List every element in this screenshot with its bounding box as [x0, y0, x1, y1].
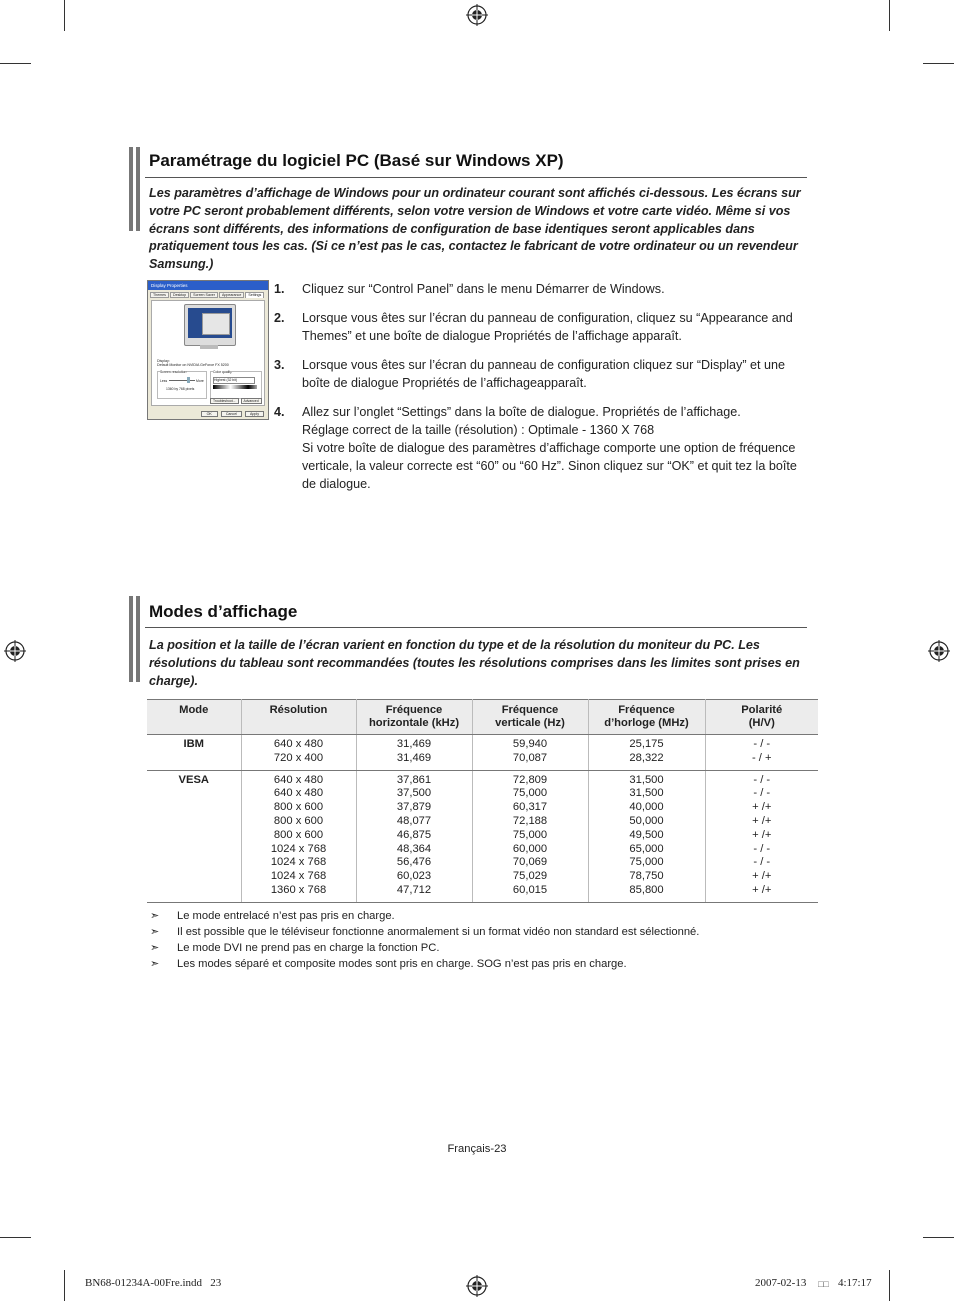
section-rule	[145, 177, 807, 178]
header-clock: Fréquence d’horloge (MHz)	[588, 700, 705, 735]
page-number: Français-23	[447, 1143, 507, 1155]
display-label: Display:	[157, 359, 170, 363]
monitor-icon	[184, 304, 236, 346]
crop-mark	[0, 63, 31, 64]
crop-mark	[64, 1270, 65, 1301]
more-label: More	[196, 379, 204, 383]
crop-mark	[923, 1237, 954, 1238]
slug-time: 4:17:17	[838, 1277, 872, 1289]
section-marker-bar	[129, 596, 140, 682]
display-properties-screenshot	[147, 280, 269, 420]
tab-themes: Themes	[150, 292, 169, 298]
color-select[interactable]: Highest (32 bit)	[213, 377, 255, 384]
polarity-cell: - / - - / +	[705, 735, 818, 771]
tab-screen-saver: Screen Saver	[190, 292, 218, 298]
resolution-slider[interactable]	[169, 380, 195, 381]
step-text: Cliquez sur “Control Panel” dans le menu Démarrer de Windows.	[302, 282, 665, 296]
section-marker-bar	[129, 147, 140, 231]
advanced-button[interactable]: Advanced	[241, 398, 262, 404]
dialog-title-bar: Display Properties	[148, 281, 268, 290]
screen-resolution-group	[157, 371, 207, 399]
resolution-cell: 640 x 480 640 x 480 800 x 600 800 x 600 800 x 600 1024 x 768 1024 x 768 1024 x 768 1360 x 768	[241, 770, 356, 902]
dialog-panel	[151, 300, 265, 406]
list-item	[150, 924, 699, 940]
step-text: Lorsque vous êtes sur l’écran du panneau de configuration, cliquez su “Appearance and Themes” et une boîte de dialogue Propriétés de l’affichage apparaît.	[302, 311, 793, 343]
list-item	[150, 940, 699, 956]
h-freq-cell: 31,469 31,469	[356, 735, 472, 771]
table-header-row	[147, 700, 818, 735]
step-text: Allez sur l’onglet “Settings” dans la boîte de dialogue. Propriétés de l’affichage. Réglage correct de la taille (résolution) : Optimale - 1360 X 768 Si votre boîte de dialogue des paramètres d’affichage comporte une option de fréquence verticale, la valeur correcte est “60” ou “60 Hz”. Sinon cliquez sur “OK” et quit tez la boîte de dialogue.	[302, 405, 797, 491]
section-title: Paramétrage du logiciel PC (Basé sur Windows XP)	[149, 151, 564, 170]
less-label: Less	[160, 379, 168, 383]
list-item	[150, 956, 699, 972]
crop-mark	[889, 1270, 890, 1301]
section-intro: Les paramètres d’affichage de Windows pour un ordinateur courant sont affichés ci-dessous. Les écrans sur votre PC seront probablement différents, selon votre version de Windows et votre carte vidéo. Même si vos écrans sont différents, des informations de configuration de base identiques seront applicables dans pratiquement tous les cas. (Si ce n’est pas le cas, contactez le fabricant de votre ordinateur ou un revendeur Samsung.)	[149, 186, 801, 272]
section-title: Modes d’affichage	[149, 602, 298, 621]
arrow-icon: ➣	[150, 910, 160, 922]
header-resolution: Résolution	[241, 700, 356, 735]
color-bar	[213, 385, 257, 389]
note-text: Le mode DVI ne prend pas en charge la fonction PC.	[177, 942, 440, 954]
header-h-freq: Fréquence horizontale (kHz)	[356, 700, 472, 735]
section-intro: La position et la taille de l’écran varient en fonction du type et de la résolution du moniteur du PC. Les résolutions du tableau sont recommandées (toutes les résolutions comprises dans les limites sont prises en charge).	[149, 638, 800, 688]
registration-mark-icon	[928, 640, 950, 662]
resolution-value: 1360 by 768 pixels	[166, 387, 195, 391]
polarity-cell: - / - - / - + /+ + /+ + /+ - / - - / - + /+ + /+	[705, 770, 818, 902]
crop-mark	[923, 63, 954, 64]
mode-cell: IBM	[147, 735, 241, 771]
display-modes-table	[147, 699, 818, 903]
cancel-button[interactable]: Cancel	[221, 411, 242, 417]
step-number: 1.	[274, 282, 285, 296]
notes-list	[150, 908, 699, 972]
resolution-slider-thumb[interactable]	[187, 377, 190, 383]
header-v-freq: Fréquence verticale (Hz)	[472, 700, 588, 735]
h-freq-cell: 37,861 37,500 37,879 48,077 46,875 48,364 56,476 60,023 47,712	[356, 770, 472, 902]
tab-appearance: Appearance	[219, 292, 244, 298]
step-text: Lorsque vous êtes sur l’écran du panneau de configuration cliquez sur “Display” et une boîte de dialogue Propriétés de l’affichageapparaît.	[302, 358, 786, 390]
crop-mark	[64, 0, 65, 31]
registration-mark-icon	[4, 640, 26, 662]
v-freq-cell: 59,940 70,087	[472, 735, 588, 771]
step-number: 3.	[274, 358, 285, 372]
arrow-icon: ➣	[150, 958, 160, 970]
step-number: 4.	[274, 405, 285, 419]
monitor-screen	[188, 308, 232, 338]
color-quality-group	[210, 371, 262, 399]
table-row	[147, 735, 818, 771]
slug-placeholder-glyphs: □□	[818, 1279, 829, 1289]
step-number: 2.	[274, 311, 285, 325]
clock-cell: 25,175 28,322	[588, 735, 705, 771]
monitor-stand	[200, 345, 218, 349]
header-mode: Mode	[147, 700, 241, 735]
resolution-label: Screen resolution	[160, 370, 187, 374]
v-freq-cell: 72,809 75,000 60,317 72,188 75,000 60,000 70,069 75,029 60,015	[472, 770, 588, 902]
tab-settings: Settings	[245, 292, 264, 298]
dialog-tabs	[148, 290, 268, 298]
troubleshoot-button[interactable]: Troubleshoot...	[210, 398, 239, 404]
slug-filename: BN68-01234A-00Fre.indd 23	[85, 1277, 222, 1289]
slug-date: 2007-02-13	[755, 1277, 807, 1289]
list-item	[150, 908, 699, 924]
arrow-icon: ➣	[150, 926, 160, 938]
crop-mark	[889, 0, 890, 31]
crop-mark	[0, 1237, 31, 1238]
tab-desktop: Desktop	[170, 292, 189, 298]
clock-cell: 31,500 31,500 40,000 50,000 49,500 65,000 75,000 78,750 85,800	[588, 770, 705, 902]
note-text: Les modes séparé et composite modes sont pris en charge. SOG n’est pas pris en charge.	[177, 958, 627, 970]
note-text: Il est possible que le téléviseur fonctionne anormalement si un format vidéo non standard est sélectionné.	[177, 926, 700, 938]
registration-mark-icon	[466, 1275, 488, 1297]
table-row	[147, 770, 818, 902]
arrow-icon: ➣	[150, 942, 160, 954]
apply-button[interactable]: Apply	[245, 411, 264, 417]
ok-button[interactable]: OK	[201, 411, 218, 417]
color-label: Color quality	[213, 370, 232, 374]
mode-cell: VESA	[147, 770, 241, 902]
note-text: Le mode entrelacé n’est pas pris en charge.	[177, 910, 395, 922]
section-rule	[145, 627, 807, 628]
display-value: Default Monitor on NVIDIA GeForce FX 5200	[157, 363, 229, 368]
registration-mark-icon	[466, 4, 488, 26]
resolution-cell: 640 x 480 720 x 400	[241, 735, 356, 771]
preview-window	[202, 313, 230, 335]
header-polarity: Polarité (H/V)	[705, 700, 818, 735]
